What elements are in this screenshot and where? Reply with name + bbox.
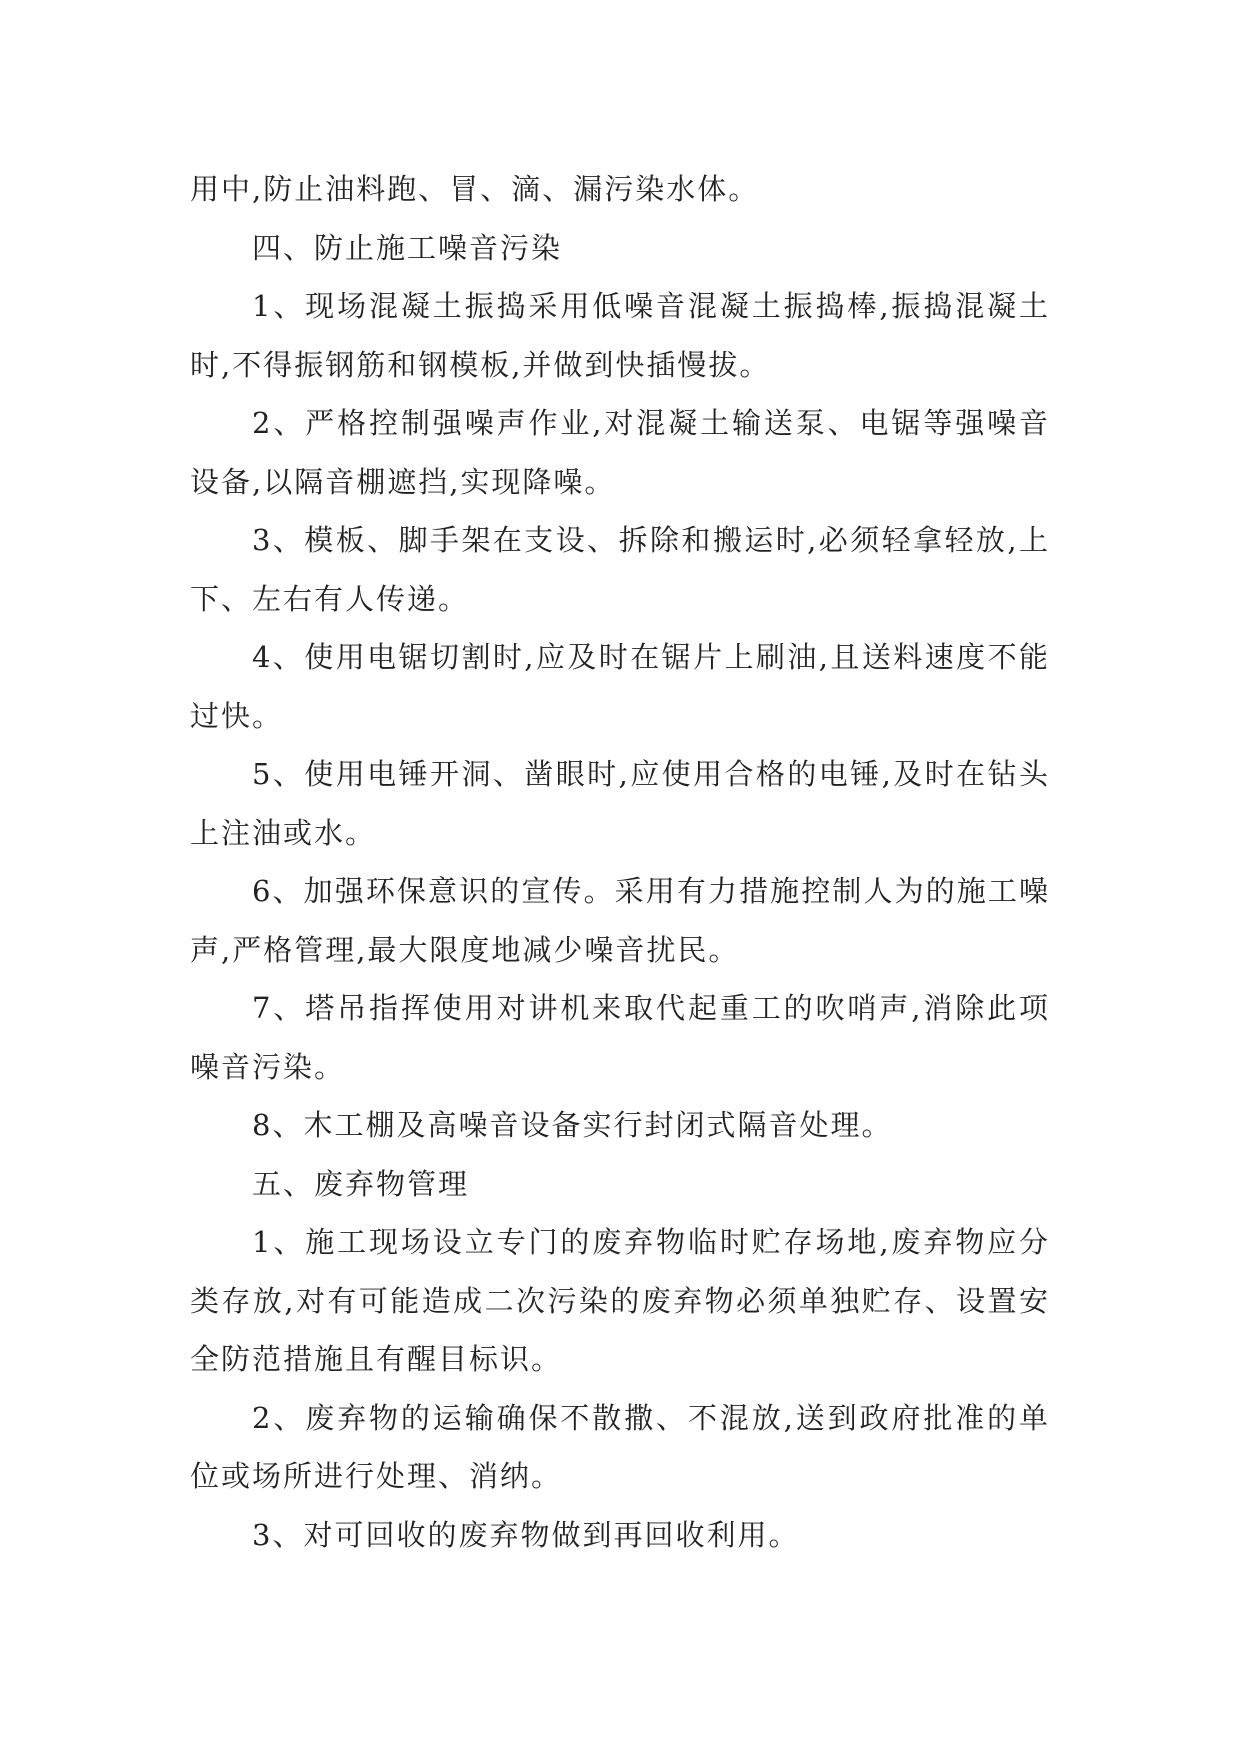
list-item: 4、使用电锯切割时,应及时在锯片上刷油,且送料速度不能过快。 [190,640,1050,733]
list-item: 2、严格控制强噪声作业,对混凝土输送泵、电锯等强噪音设备,以隔音棚遮挡,实现降噪。 [190,406,1050,499]
list-item: 2、废弃物的运输确保不散撒、不混放,送到政府批准的单位或场所进行处理、消纳。 [190,1400,1050,1493]
section-heading-waste: 五、废弃物管理 [252,1166,470,1201]
list-item: 1、现场混凝土振捣采用低噪音混凝土振捣棒,振捣混凝土时,不得振钢筋和钢模板,并做到快插慢拔。 [190,289,1050,382]
document-body [190,160,1050,1564]
paragraph-continuation: 用中,防止油料跑、冒、滴、漏污染水体。 [190,172,760,206]
list-item: 7、塔吊指挥使用对讲机来取代起重工的吹哨声,消除此项噪音污染。 [190,991,1050,1084]
list-item: 1、施工现场设立专门的废弃物临时贮存场地,废弃物应分类存放,对有可能造成二次污染的废弃物必须单独贮存、设置安全防范措施且有醒目标识。 [190,1225,1050,1376]
list-item: 8、木工棚及高噪音设备实行封闭式隔音处理。 [252,1108,893,1142]
section-heading-noise: 四、防止施工噪音污染 [252,230,563,265]
list-item: 3、模板、脚手架在支设、拆除和搬运时,必须轻拿轻放,上下、左右有人传递。 [190,523,1050,616]
list-item: 3、对可回收的废弃物做到再回收利用。 [252,1517,800,1552]
list-item: 6、加强环保意识的宣传。采用有力措施控制人为的施工噪声,严格管理,最大限度地减少噪音扰民。 [190,874,1050,967]
list-item: 5、使用电锤开洞、凿眼时,应使用合格的电锤,及时在钻头上注油或水。 [190,757,1050,850]
